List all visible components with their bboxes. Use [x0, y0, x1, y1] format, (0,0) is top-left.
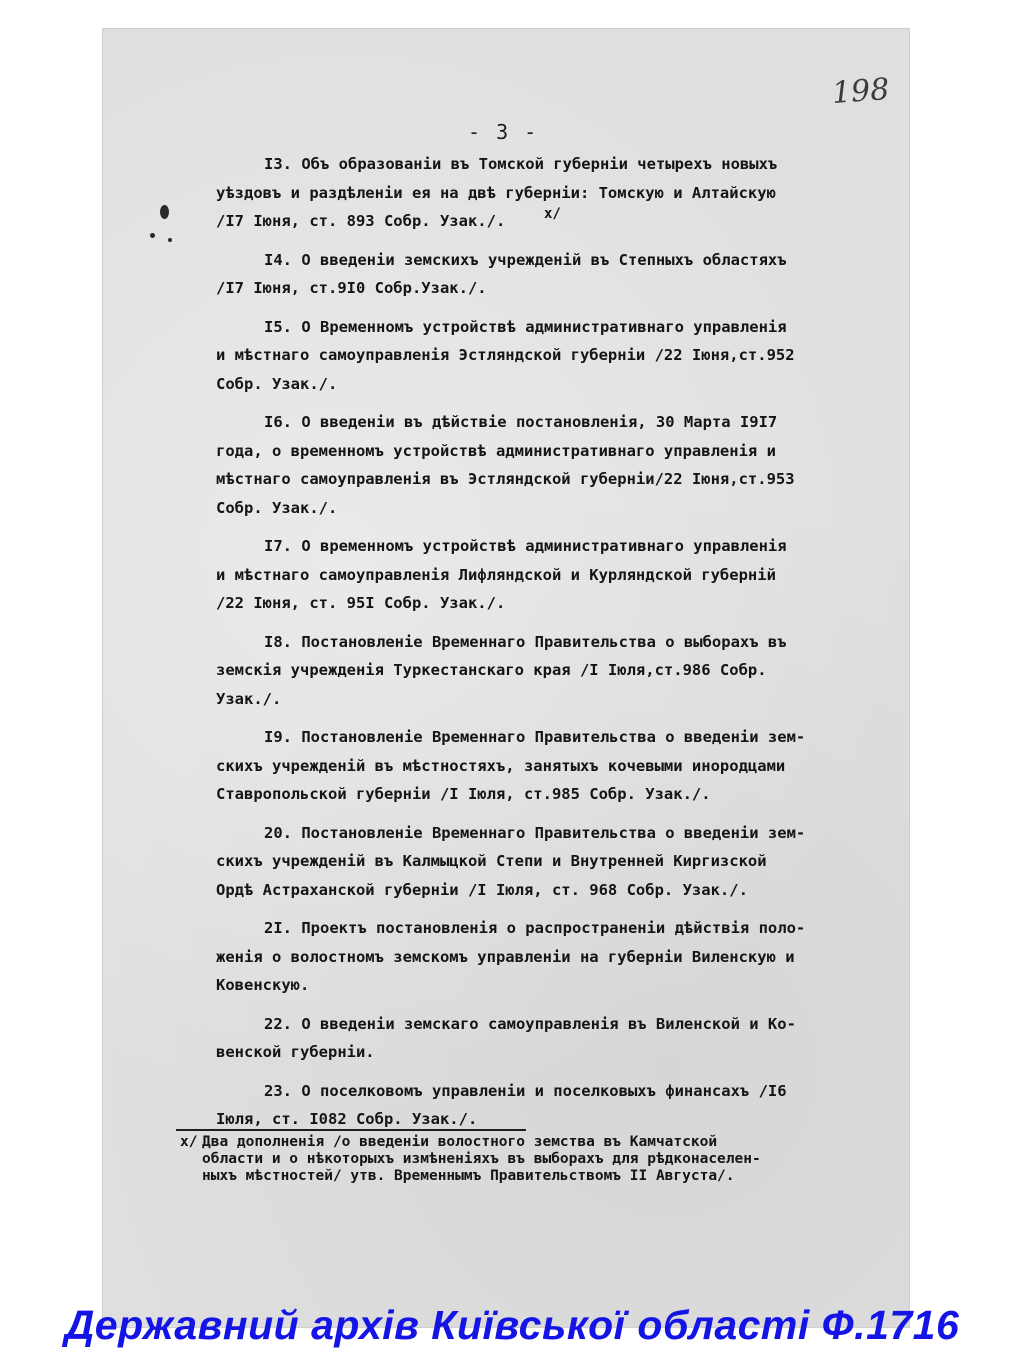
document-body	[216, 150, 866, 1144]
text-line: I6. О введеніи въ дѣйствіе постановленія, 30 Марта I9I7	[264, 413, 778, 431]
text-line: Узак./.	[216, 689, 282, 708]
text-line: Ордѣ Астраханской губерніи /I Іюля, ст. 968 Собр. Узак./.	[216, 880, 748, 899]
text-line: женія о волостномъ земскомъ управленіи на губерніи Виленскую и	[216, 947, 795, 966]
footnote-line: ныхъ мѣстностей/ утв. Временнымъ Правительствомъ II Августа/.	[202, 1168, 735, 1184]
list-item	[216, 246, 866, 303]
text-line: Собр. Узак./.	[216, 498, 338, 517]
footnote	[180, 1134, 870, 1185]
text-line: I5. О Временномъ устройствѣ административнаго управленія	[264, 317, 787, 336]
ink-blot	[160, 205, 169, 219]
archive-sheet-number: 198	[830, 72, 891, 111]
text-line: уѣздовъ и раздѣленіи ея на двѣ губерніи: Томскую и Алтайскую	[216, 183, 776, 202]
footnote-line: области и о нѣкоторыхъ измѣненіяхъ въ выборахъ для рѣдконаселен-	[202, 1151, 761, 1167]
text-line: Собр. Узак./.	[216, 374, 338, 393]
text-line: I3. Объ образованіи въ Томской губерніи четырехъ новыхъ	[264, 155, 778, 173]
ink-blot	[168, 238, 172, 242]
list-item	[216, 150, 866, 236]
text-line: /I7 Іюня, ст. 893 Собр. Узак./.	[216, 212, 506, 230]
text-line: Ставропольской губерніи /I Іюля, ст.985 Собр. Узак./.	[216, 785, 711, 803]
text-line: и мѣстнаго самоуправленія Эстляндской губерніи /22 Іюня,ст.952	[216, 346, 795, 364]
footnote-line	[180, 1134, 870, 1151]
list-item	[216, 1077, 866, 1134]
text-line: Ковенскую.	[216, 976, 310, 994]
page-number: - 3 -	[468, 120, 539, 144]
list-item	[216, 313, 866, 399]
text-line: венской губерніи.	[216, 1043, 375, 1061]
text-line: I9. Постановленіе Временнаго Правительства о введеніи зем-	[264, 728, 806, 746]
text-line: земскія учрежденія Туркестанскаго края /I Іюля,ст.986 Собр.	[216, 661, 767, 679]
text-line: I4. О введеніи земскихъ учрежденій въ Степныхъ областяхъ	[264, 250, 787, 269]
text-line: Іюля, ст. I082 Собр. Узак./.	[216, 1110, 478, 1128]
ink-blot	[150, 233, 155, 238]
text-line: скихъ учрежденій въ Калмыцкой Степи и Внутренней Киргизской	[216, 852, 767, 870]
list-item	[216, 914, 866, 1000]
footnote-reference-mark: x/	[544, 206, 561, 222]
text-line: /I7 Іюня, ст.9I0 Собр.Узак./.	[216, 279, 487, 297]
text-line: /22 Іюня, ст. 95I Собр. Узак./.	[216, 594, 506, 612]
text-line: 23. О поселковомъ управленіи и поселковыхъ финансахъ /I6	[264, 1081, 787, 1100]
list-item	[216, 408, 866, 522]
text-line: мѣстнаго самоуправленія въ Эстляндской губерніи/22 Іюня,ст.953	[216, 470, 795, 488]
list-item	[216, 1010, 866, 1067]
text-line: 2I. Проектъ постановленія о распространеніи дѣйствія поло-	[264, 919, 806, 937]
archive-watermark: Державний архів Київської області Ф.1716	[64, 1302, 960, 1348]
text-line: года, о временномъ устройствѣ административнаго управленія и	[216, 441, 776, 460]
text-line: I8. Постановленіе Временнаго Правительства о выборахъ въ	[264, 632, 787, 651]
footnote-text: Два дополненія /о введеніи волостного земства въ Камчатской	[202, 1134, 718, 1150]
list-item	[216, 723, 866, 809]
text-line: скихъ учрежденій въ мѣстностяхъ, занятыхъ кочевыми инородцами	[216, 756, 786, 775]
list-item	[216, 819, 866, 905]
text-line: 20. Постановленіе Временнаго Правительства о введеніи зем-	[264, 823, 806, 842]
text-line: 22. О введеніи земскаго самоуправленія въ Виленской и Ко-	[264, 1014, 796, 1033]
text-line: I7. О временномъ устройствѣ административнаго управленія	[264, 537, 787, 555]
list-item	[216, 532, 866, 618]
list-item	[216, 628, 866, 714]
text-line: и мѣстнаго самоуправленія Лифляндской и Курляндской губерній	[216, 565, 776, 584]
footnote-divider	[176, 1129, 526, 1131]
footnote-marker: x/	[180, 1134, 198, 1150]
